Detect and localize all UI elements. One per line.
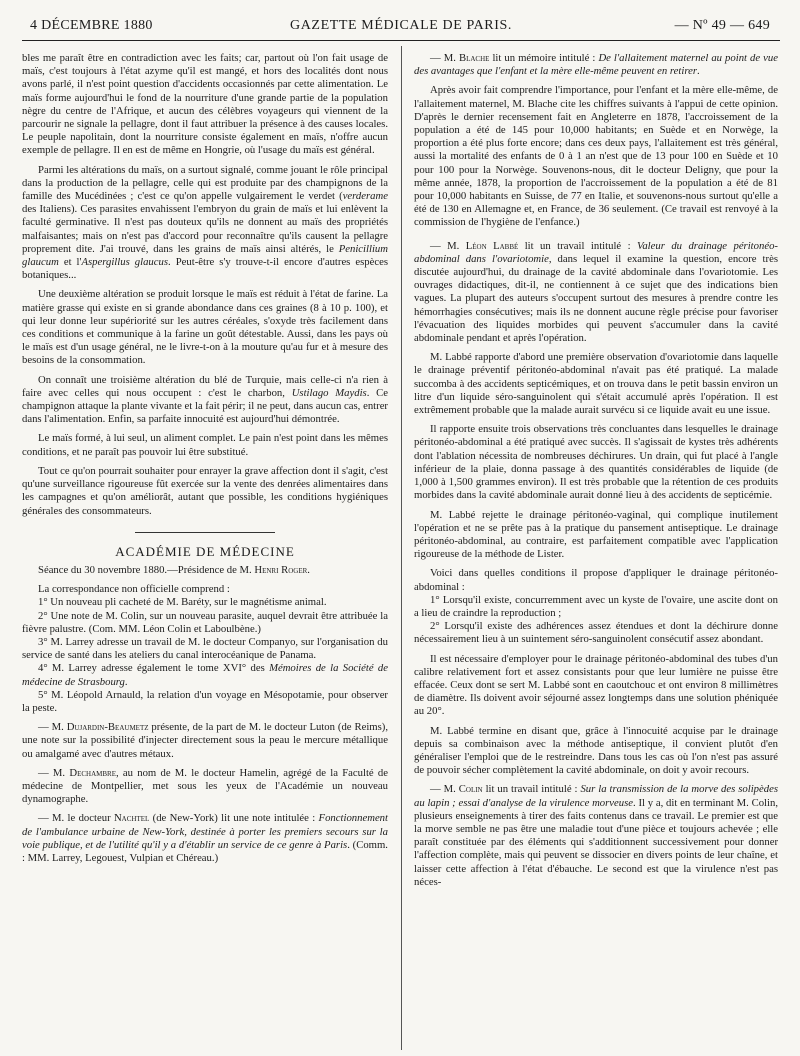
paragraph: Après avoir fait comprendre l'importance, pour l'enfant et la mère elle-même, de l'allaitement maternel, M. Blache cite les chiffres suivants à l'appui de cette opinion. D'après le dernier recensement fait en Angleterre en 1878, l'accroissement de la population a été de 145 pour 10,000 habitants; en Suède et en Norwège, la proportion a été plus forte encore; dans ces deux pays, l'allaitement est très général, aussi la mortalité des enfants de 0 à 1 an n'est que de 13 pour 100 en Suède et 10 pour 100 pour la Norwège. Souvenons-nous, dit le docteur Deligny, que pour la même année, 1878, la proportion de l'accroissement de la population a été de 81 pour 10,000 habitants en Suisse, de 77 en Italie, et souvenons-nous surtout qu'elle a été de 130 en Allemagne et, en France, de 36 seulement. (Ce travail est renvoyé à la commission de l'hygiène de l'enfance.) [414, 84, 778, 229]
right-column [414, 52, 778, 889]
paragraph: bles me paraît être en contradiction avec les faits; car, partout où l'on fait usage de maïs, c'est toujours à l'état azyme qu'il est mangé, et hors des localités dont nous avons parlé, il n'est point question d'accidents occasionnés par cette alimentation. Le maïs forme aujourd'hui le fond de la nourriture d'une grande partie de la population nègre du centre de l'Afrique, et aucun des célèbres voyageurs qui viennent de la parcourir ne signale la pellagre, dont il faut attribuer la présence à des causes locales. Le peuple napolitain, dont la nourriture consiste également en maïs, n'offre aucun exemple de pellagre. Il en est de même en Hongrie, où l'usage du maïs est général. [22, 52, 388, 157]
session-line: Séance du 30 novembre 1880.—Présidence de M. Henri Roger. [38, 563, 310, 576]
paragraph: — M. Blache lit un mémoire intitulé : De l'allaitement maternel au point de vue des avantages que l'enfant et la mère elle-même peuvent en retirer. [414, 52, 778, 78]
column-divider [401, 46, 402, 1050]
header-title: GAZETTE MÉDICALE DE PARIS. [290, 18, 512, 33]
paragraph: M. Labbé rapporte d'abord une première observation d'ovariotomie dans laquelle le drainage préventif péritonéo-abdominal n'avait pas été pratiqué. La malade succomba à des accidents septicémiques, et on trouva dans le petit bassin environ un litre d'un liquide séro-sanguinolent qui s'était accumulé après l'opération. Il est extrêmement probable que la malade aurait survécu si ce liquide avait eu une issue. [414, 351, 778, 417]
section-separator [135, 532, 275, 533]
list-item: 1° Lorsqu'il existe, concurremment avec un kyste de l'ovaire, une ascite dont on a lieu de craindre la reproduction ; [414, 593, 778, 619]
list-item: 1° Un nouveau pli cacheté de M. Baréty, sur le magnétisme animal. [38, 596, 327, 609]
header-issue-page: — Nº 49 — 649 [674, 18, 770, 33]
paragraph: Il rapporte ensuite trois observations très concluantes dans lesquelles le drainage péritonéo-abdominal a été pratiqué avec succès. Il s'agissait de kystes très adhérents dont l'ablation nécessita de nombreuses déchirures. Un drain, qui fut placé à l'angle inférieur de la plaie, donna passage à des quantités considérables de liquide (de 1,000 à 1,500 grammes environ). Il est très probable que la rétention de ces produits morbides dans la cavité abdominale aurait donné lieu à des accidents de septicémie. [414, 423, 778, 502]
paragraph: On connaît une troisième altération du blé de Turquie, mais celle-ci n'a rien à faire avec celles qui nous occupent : c'est le charbon, Ustilago Maydis. Ce champignon attaque la plante vivante et la fait périr; il ne peut, dans aucun cas, entrer dans l'alimentation. Enfin, sa parfaite innocuité est aujourd'hui démontrée. [22, 373, 389, 426]
paragraph: Parmi les altérations du maïs, on a surtout signalé, comme jouant le rôle principal dans la production de la pellagre, celle qui est produite par des champignons de la famille des Mucédinées ; c'est ce qu'on appelle vulgairement le verdet (verderame des Italiens). Ces parasites envahissent l'embryon du grain de maïs et lui enlèvent la faculté germinative. Il n'est pas douteux qu'ils ne donnent au maïs des propriétés malfaisantes; mais on n'est pas d'accord pour reconnaître qu'ils causent la pellagre proprement dite. J'ai trouvé, dans les grains de maïs ainsi altérés, le Penicillium glaucum et l'Aspergillus glaucus. Peut-être s'y trouve-t-il encore d'autres espèces botaniques... [22, 163, 388, 282]
page-header [22, 18, 780, 42]
paragraph: Le maïs formé, à lui seul, un aliment complet. Le pain n'est point dans les mêmes conditions, et ne paraît pas pouvoir lui être substitué. [22, 432, 388, 458]
paragraph: Il est nécessaire d'employer pour le drainage péritonéo-abdominal des tubes d'un calibre relativement fort et assez consistants pour que leur lumière ne puisse être effacée. Ceux dont se sert M. Labbé sont en caoutchouc et ont environ 8 millimètres de diamètre. Ils doivent avoir séjourné assez longtemps dans une solution phéniquée au 20°. [414, 652, 778, 718]
paragraph: — M. Dechambre, au nom de M. le docteur Hamelin, agrégé de la Faculté de médecine de Montpellier, met sous les yeux de l'Académie un nouveau dynamographe. [22, 766, 388, 806]
paragraph: Voici dans quelles conditions il propose d'appliquer le drainage péritonéo-abdominal : [414, 567, 778, 593]
section-title: ACADÉMIE DE MÉDECINE [115, 543, 295, 559]
paragraph: — M. Léon Labbé lit un travail intitulé : Valeur du drainage péritonéo-abdominal dans l'ovariotomie, dans lequel il examine la question, encore très discutée aujourd'hui, du drainage de la cavité abdominale dans l'ovariotomie. Les ouvrages didactiques, dit-il, ne contiennent à ce sujet que des indications bien vagues. La plupart des auteurs s'occupent surtout des mesures à prendre contre les hémorrhagies consécutives; mais ils ne donnent aucune règle précise pour favoriser l'évacuation des liquides morbides qui peuvent s'accumuler dans la cavité abdominale pendant et après l'opération. [414, 239, 778, 345]
paragraph: Tout ce qu'on pourrait souhaiter pour enrayer la grave affection dont il s'agit, c'est qu'une surveillance rigoureuse fût exercée sur la vente des denrées alimentaires dans les campagnes et qu'on améliorât, autant que possible, les conditions hygiéniques générales des consommateurs. [22, 464, 388, 517]
header-date: 4 DÉCEMBRE 1880 [30, 18, 153, 33]
paragraph: M. Labbé rejette le drainage péritonéo-vaginal, qui complique inutilement l'opération et ne se prête pas à la pratique du pansement antiseptique. Le drainage péritonéo-abdominal, au contraire, est parfaitement compatible avec l'application rigoureuse de la méthode de Lister. [414, 508, 778, 561]
paragraph: Une deuxième altération se produit lorsque le maïs est réduit à l'état de farine. La matière grasse qui existe en si grande abondance dans ces graines (8 à 10 p. 100), et qui leur donne leur supériorité sur les autres céréales, s'oxyde très facilement dans ces conditions et communique à la farine un goût détestable. Aussi, dans les pays où le maïs est d'un usage général, ne le livre-t-on à la mouture qu'au fur et à mesure des besoins de la consommation. [22, 288, 388, 367]
header-rule [22, 40, 780, 41]
list-item: 5° M. Léopold Arnauld, la relation d'un voyage en Mésopotamie, pour observer la peste. [22, 688, 388, 714]
paragraph: — M. Dujardin-Beaumetz présente, de la part de M. le docteur Luton (de Reims), une note sur la possibilité d'injecter directement sous la peau le mercure métallique ou amalgamé avec d'autres métaux. [22, 721, 388, 760]
paragraph: M. Labbé termine en disant que, grâce à l'innocuité acquise par le drainage depuis sa combinaison avec la méthode antiseptique, il convient plutôt d'en généraliser l'emploi que de le restreindre. Dans tous les cas où l'on n'est pas assuré de pouvoir sécher complètement la cavité abdominale, on doit y avoir recours. [414, 724, 778, 777]
list-item: 3° M. Larrey adresse un travail de M. le docteur Companyo, sur l'organisation du service de santé dans les ateliers du canal interocéanique de Panama. [22, 635, 388, 662]
paragraph: La correspondance non officielle comprend : [38, 583, 230, 596]
list-item: 2° Une note de M. Colin, sur un nouveau parasite, auquel devrait être attribuée la fièvre palustre. (Com. MM. Léon Colin et Laboulbène.) [22, 609, 388, 635]
paragraph: — M. Colin lit un travail intitulé : Sur la transmission de la morve des solipèdes au lapin ; essai d'analyse de la virulence morveuse. Il y a, dit en terminant M. Colin, plusieurs enseignements à tirer des faits contenus dans ce travail. Le premier est que la morve semble ne pas être une maladie tout d'une pièce et toujours achevée ; elle paraît constituée par des éléments qui s'additionnent successivement pour donner l'affection complète, mais qui peuvent se dissocier en divers points de leur chaîne, et laisser cette affection à l'état d'ébauche. Le second est que la virulence n'est pas néces- [414, 783, 779, 888]
list-item: 2° Lorsqu'il existe des adhérences assez étendues et dont la déchirure donne nécessairement lieu à un suintement séro-sanguinolent consécutif assez abondant. [414, 620, 778, 646]
left-column [22, 52, 388, 865]
paragraph: — M. le docteur Nachtel (de New-York) lit une note intitulée : Fonctionnement de l'ambulance urbaine de New-York, destinée à porter les premiers secours sur la voie publique, et de l'utilité qu'il y a d'établir un service de ce genre à Paris. (Comm. : MM. Larrey, Legouest, Vulpian et Chéreau.) [22, 812, 388, 864]
list-item: 4° M. Larrey adresse également le tome XVI° des Mémoires de la Société de médecine de Strasbourg. [22, 662, 389, 688]
